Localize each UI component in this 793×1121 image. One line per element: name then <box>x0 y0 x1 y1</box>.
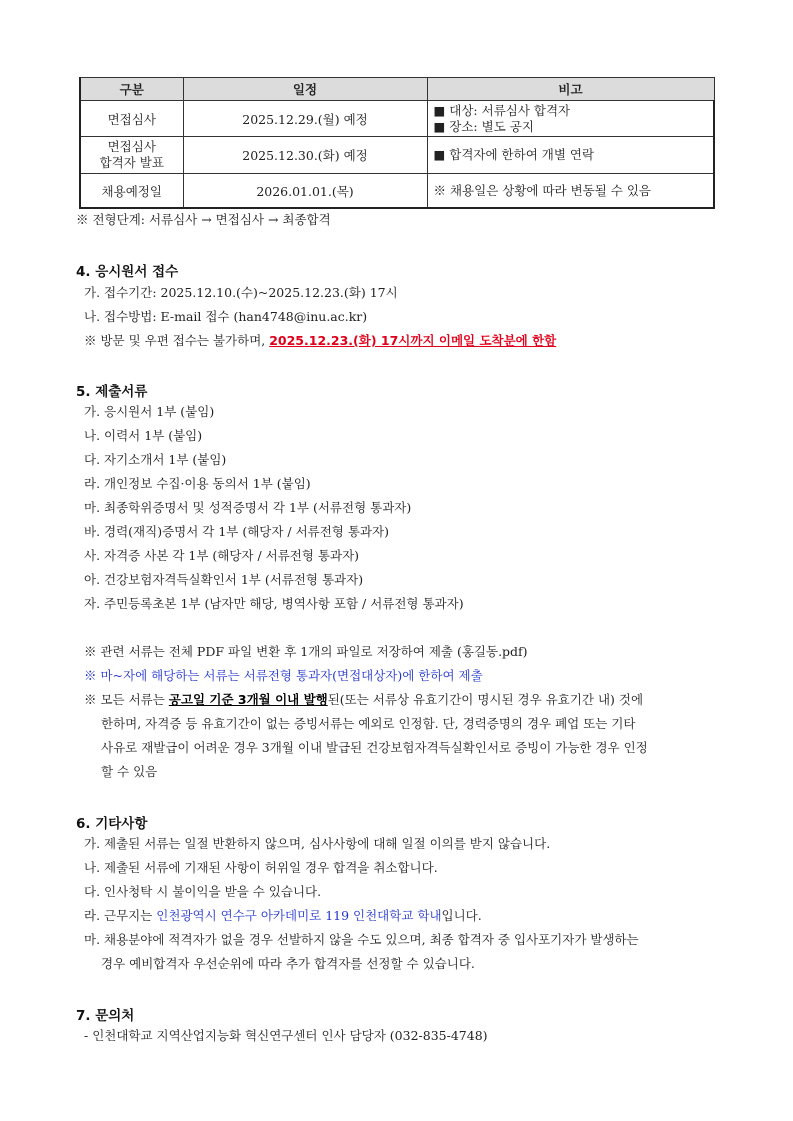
table-row <box>80 137 714 174</box>
section5-item: 아. 건강보험자격득실확인서 1부 (서류전형 통과자) <box>84 572 364 587</box>
note-text: 사유로 재발급이 어려운 경우 3개월 이내 발급된 건강보험자격득실확인서로 증빙이 가능한 경우 인정 <box>101 740 648 755</box>
cell-category <box>80 137 183 174</box>
header-schedule: 일정 <box>183 78 427 101</box>
section5-title: 5. 제출서류 <box>76 384 148 400</box>
section5-item: 다. 자기소개서 1부 (붙임) <box>84 452 227 467</box>
note-text: 한하며, 자격증 등 유효기간이 없는 증빙서류는 예외로 인정함. 단, 경력증명의 경우 폐업 또는 기타 <box>101 716 636 731</box>
section4-title: 4. 응시원서 접수 <box>76 264 179 280</box>
note-text: ※ 모든 서류는 <box>84 692 169 707</box>
category-line: 면접심사 <box>107 139 156 154</box>
workplace-address: 인천광역시 연수구 아카데미로 119 인천대학교 학내 <box>156 908 442 923</box>
section5-note-pdf: ※ 관련 서류는 전체 PDF 파일 변환 후 1개의 파일로 저장하여 제출 (홍길동.pdf) <box>84 644 528 659</box>
item-text: 라. 근무지는 <box>84 908 157 923</box>
section6-item: 가. 제출된 서류는 일절 반환하지 않으며, 심사사항에 대해 일절 이의를 받지 않습니다. <box>84 836 551 851</box>
section4-item: 가. 접수기간: 2025.12.10.(수)~2025.12.23.(화) 17시 <box>84 285 398 300</box>
section5-item: 마. 최종학위증명서 및 성적증명서 각 1부 (서류전형 통과자) <box>84 500 412 515</box>
cell-date: 2025.12.30.(화) 예정 <box>183 137 427 174</box>
cell-date: 2026.01.01.(목) <box>183 174 427 209</box>
note-line: ■ 대상: 서류심사 합격자 <box>433 102 571 118</box>
section5-item: 자. 주민등록초본 1부 (남자만 해당, 병역사항 포함 / 서류전형 통과자) <box>84 596 464 611</box>
cell-category: 채용예정일 <box>80 174 183 209</box>
note-text: ※ 방문 및 우편 접수는 불가하며, <box>84 333 270 348</box>
cell-note: ※ 채용일은 상황에 따라 변동될 수 있음 <box>427 174 714 209</box>
note-text: 할 수 있음 <box>101 764 158 779</box>
table-footnote: ※ 전형단계: 서류심사 → 면접심사 → 최종합격 <box>76 212 331 227</box>
category-line: 합격자 발표 <box>99 155 164 170</box>
cell-note: ■ 합격자에 한하여 개별 연락 <box>427 137 714 174</box>
table-row <box>80 101 714 137</box>
table-header-row <box>80 78 714 101</box>
section5-note-validity <box>84 688 724 784</box>
deadline-highlight: 2025.12.23.(화) 17시까지 이메일 도착분에 한함 <box>269 333 557 348</box>
section6-item: 다. 인사청탁 시 불이익을 받을 수 있습니다. <box>84 884 322 899</box>
section7-title: 7. 문의처 <box>76 1008 135 1024</box>
cell-note <box>427 101 714 137</box>
section6-item: 마. 채용분야에 적격자가 없을 경우 선발하지 않을 수도 있으며, 최종 합격자 중 입사포기자가 발생하는 <box>84 932 639 947</box>
section5-note-blue: ※ 마~자에 해당하는 서류는 서류전형 통과자(면접대상자)에 한하여 제출 <box>84 668 483 683</box>
header-note: 비고 <box>427 78 714 101</box>
item-text: 입니다. <box>441 908 482 923</box>
note-text: 된(또는 서류상 유효기간이 명시된 경우 유효기간 내) 것에 <box>327 692 644 707</box>
section5-item: 사. 자격증 사본 각 1부 (해당자 / 서류전형 통과자) <box>84 548 360 563</box>
cell-date: 2025.12.29.(월) 예정 <box>183 101 427 137</box>
contact-line: - 인천대학교 지역산업지능화 혁신연구센터 인사 담당자 (032-835-4748) <box>84 1028 488 1043</box>
section5-item: 나. 이력서 1부 (붙임) <box>84 428 203 443</box>
section5-item: 바. 경력(재직)증명서 각 1부 (해당자 / 서류전형 통과자) <box>84 524 389 539</box>
section4-note <box>84 332 556 350</box>
section6-title: 6. 기타사항 <box>76 816 148 832</box>
section4-item: 나. 접수방법: E-mail 접수 (han4748@inu.ac.kr) <box>84 309 368 324</box>
table-row <box>80 174 714 209</box>
note-emphasis: 공고일 기준 3개월 이내 발행 <box>168 692 328 707</box>
section6-item: 나. 제출된 서류에 기재된 사항이 허위일 경우 합격을 취소합니다. <box>84 860 438 875</box>
header-category: 구분 <box>80 78 183 101</box>
section5-item: 가. 응시원서 1부 (붙임) <box>84 404 215 419</box>
schedule-table <box>79 77 715 209</box>
cell-category: 면접심사 <box>80 101 183 137</box>
section6-item <box>84 907 482 925</box>
section5-item: 라. 개인정보 수집·이용 동의서 1부 (붙임) <box>84 476 311 491</box>
section6-item-cont: 경우 예비합격자 우선순위에 따라 추가 합격자를 선정할 수 있습니다. <box>101 956 475 971</box>
note-line: ■ 장소: 별도 공지 <box>433 118 534 134</box>
